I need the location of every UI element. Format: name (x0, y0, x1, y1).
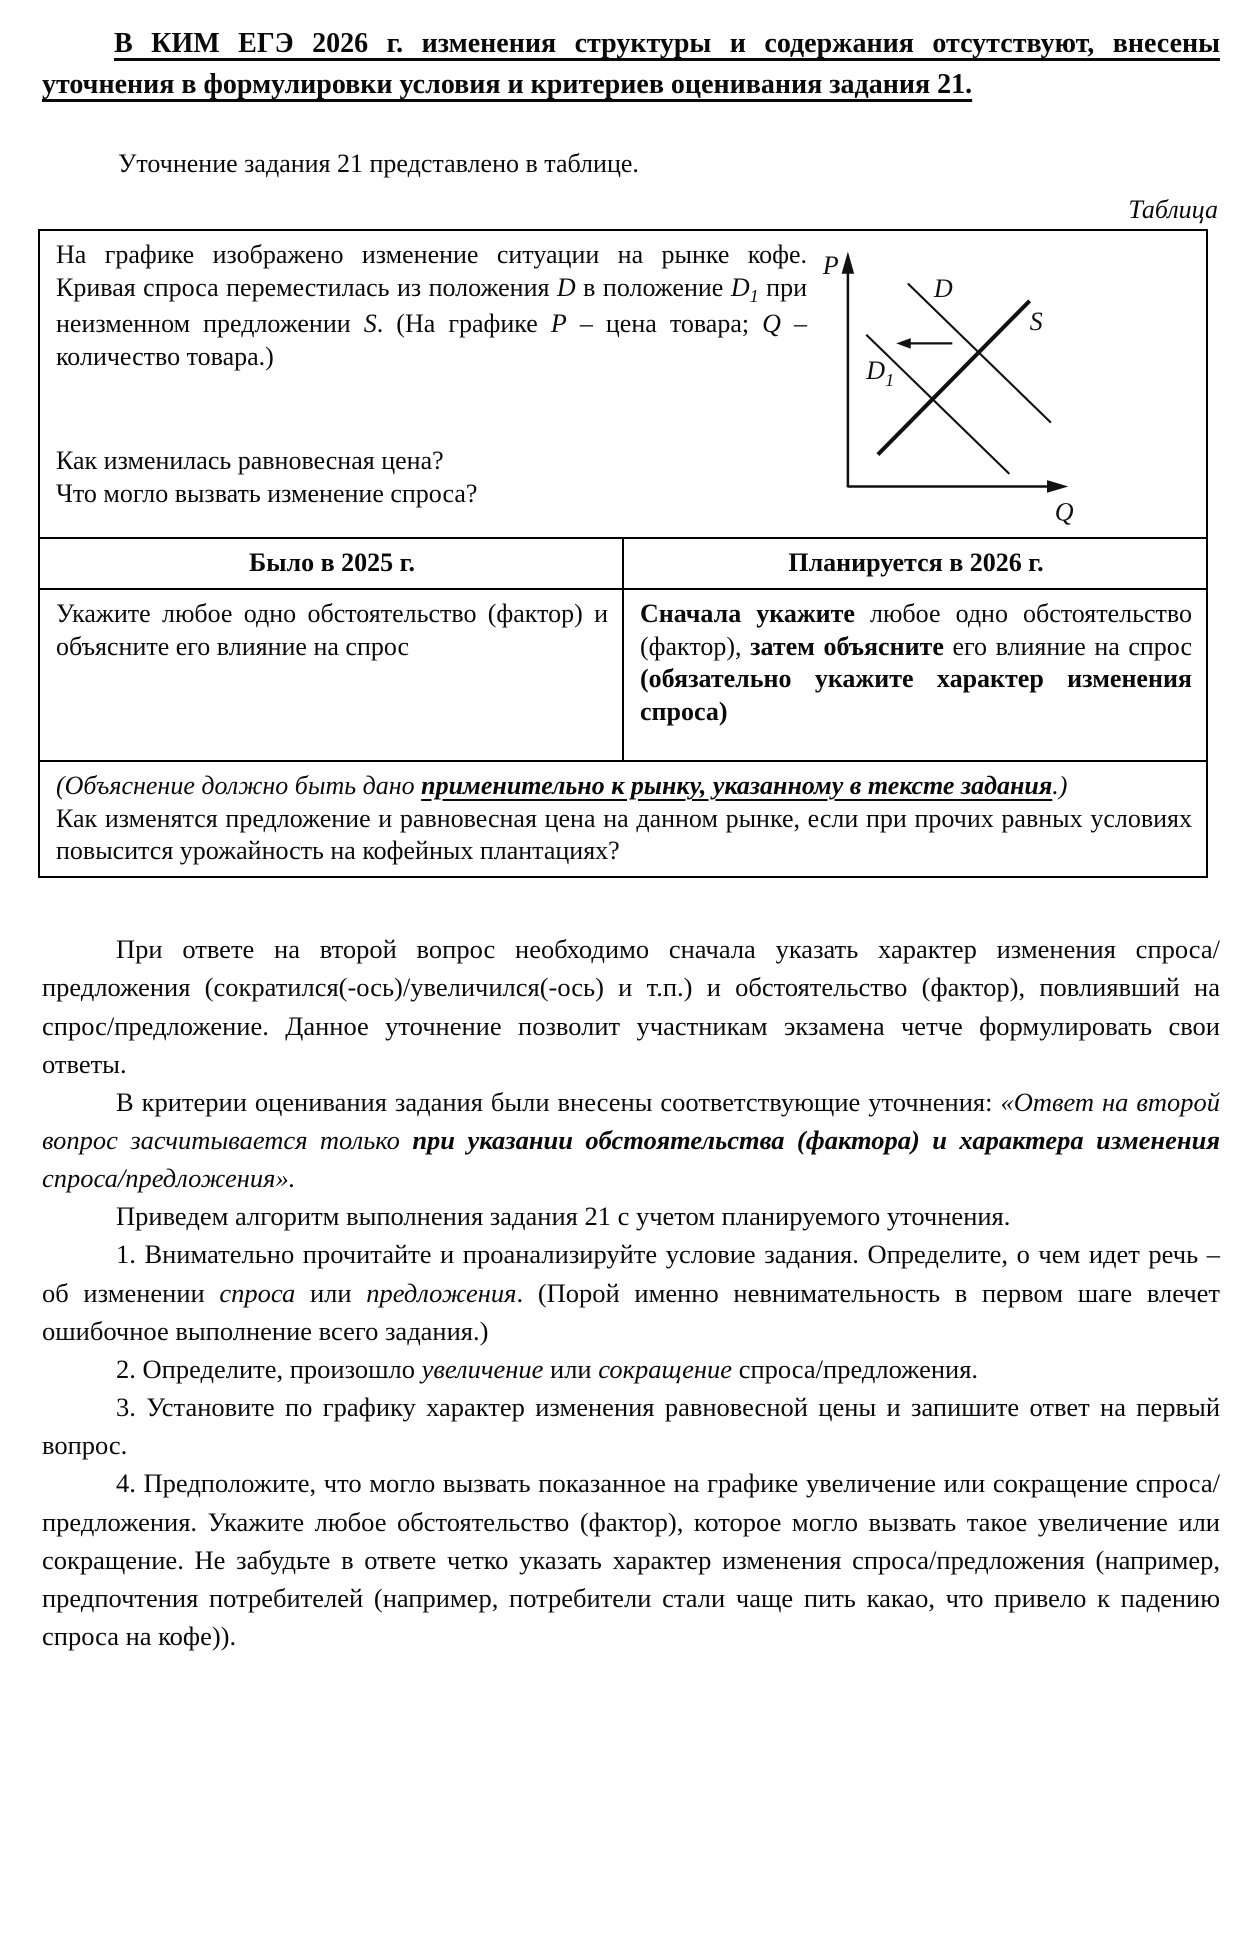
column-header-2025: Было в 2025 г. (39, 538, 623, 589)
price-axis-arrowhead-icon (842, 252, 855, 274)
paragraph-step-3: 3. Установите по графику характер изменения равновесной цены и запишите ответ на первый вопрос. (42, 1392, 1220, 1461)
note-question: Как изменятся предложение и равновесная цена на данном рынке, если при прочих равных условиях повысится урожайность на кофейных плантациях? (56, 803, 1192, 866)
condition-text: – количество товара.) (56, 309, 807, 371)
question-demand: Что могло вызвать изменение спроса? (56, 479, 478, 509)
table-caption: Таблица (1128, 195, 1218, 225)
paragraph-2 (42, 1083, 1220, 1197)
demand-label: D (933, 274, 953, 304)
var-D1-base: D (730, 272, 750, 302)
condition-text: – цена товара; (566, 309, 763, 339)
condition-text: в положение (575, 272, 731, 302)
paragraph-step-4: 4. Предположите, что могло вызвать показанное на графике увеличение или сокращение спроса/предложения. Укажите любое обстоятельство (фактор), которое могло вызвать такое увеличение или сокращение. Не забудьте в ответе четко указать характер изменения спроса/предложения (например, предпочтения потребителей (например, потребители стали чаще пить какао, что привело к падению спроса на кофе)). (42, 1468, 1220, 1651)
step-2-italic: сокращение (598, 1353, 733, 1384)
step-1-italic: предложения (366, 1277, 517, 1308)
condition-text-block (56, 239, 807, 511)
wording-2026-bold: Сначала укажите (640, 598, 855, 628)
table-row-wording (39, 589, 1207, 761)
step-1-text: 1. Внимательно прочитайте и проанализируйте условие задания. Определите, о чем идет речь – об изменении (42, 1239, 1220, 1308)
question-price: Как изменилась равновесная цена? (56, 445, 444, 475)
shift-left-arrowhead-icon (896, 338, 911, 349)
demand-curve-shifted (866, 335, 1009, 474)
note-italic-text: .) (1052, 770, 1068, 800)
quantity-axis-label: Q (1054, 497, 1074, 527)
column-header-2026: Планируется в 2026 г. (623, 538, 1207, 589)
wording-2025-cell: Укажите любое одно обстоятельство (фактор) и объясните его влияние на спрос (39, 589, 623, 761)
var-S: S (363, 309, 377, 339)
body-text (42, 930, 1220, 1655)
paragraph-2-italic: спроса/предложения». (42, 1163, 296, 1194)
demand-shifted-label (865, 356, 894, 390)
paragraph-2-bold-italic: при указании обстоятельства (фактора) и характера изменения (412, 1124, 1220, 1155)
paragraph-2-italic: «Ответ на второй вопрос засчитывается только (42, 1086, 1220, 1155)
wording-2026-bold: (обязательно укажите характер изменения спроса) (640, 664, 1192, 727)
note-paragraph (56, 770, 1192, 803)
var-Q: Q (762, 309, 781, 339)
paragraph-3: Приведем алгоритм выполнения задания 21 с учетом планируемого уточнения. (116, 1201, 1011, 1232)
paragraph-2-text: В критерии оценивания задания были внесены соответствующие уточнения: (116, 1086, 1001, 1117)
wording-2026-text: любое одно обстоятельство (фактор), (640, 598, 1192, 661)
demand-shifted-label-sub: 1 (885, 370, 895, 391)
step-2-italic: увеличение (421, 1353, 544, 1384)
price-axis-label: P (822, 250, 839, 280)
wording-2026-text: его влияние на спрос (943, 631, 1192, 661)
condition-cell (39, 230, 1207, 538)
supply-label: S (1029, 307, 1043, 337)
var-D1-sub: 1 (749, 286, 759, 307)
step-2-text: 2. Определите, произошло (116, 1353, 422, 1384)
table-row-condition (39, 230, 1207, 538)
table-row-note (39, 761, 1207, 877)
condition-text: На графике изображено изменение ситуации на рынке кофе. Кривая спроса переместилась из положения (56, 240, 807, 302)
document-title: В КИМ ЕГЭ 2026 г. изменения структуры и содержания отсутствуют, внесены уточнения в формулировки условия и критериев оценивания задания 21. (42, 28, 1220, 100)
step-2-text: или (543, 1353, 599, 1384)
step-1-text: . (Порой именно невнимательность в первом шаге влечет ошибочное выполнение всего задания.) (42, 1277, 1220, 1346)
note-bold-underline-text: применительно к рынку, указанному в тексте задания (421, 770, 1053, 800)
condition-text: при неизменном предложении (56, 272, 807, 339)
supply-curve (878, 301, 1030, 455)
step-1-italic: спроса (219, 1277, 296, 1308)
table-row-headers (39, 538, 1207, 589)
condition-questions (56, 430, 807, 512)
supply-demand-graph (811, 239, 1111, 529)
quantity-axis-arrowhead-icon (1047, 480, 1068, 493)
var-P: P (550, 309, 567, 339)
graph-container (807, 239, 1192, 529)
step-2-text: спроса/предложения. (732, 1353, 979, 1384)
paragraph-1: При ответе на второй вопрос необходимо сначала указать характер изменения спроса/предложения (сократился(-ось)/увеличился(-ось) и т.п.) и обстоятельство (фактор), повлиявший на спрос/предложение. Данное уточнение позволит участникам экзамена четче формулировать свои ответы. (42, 934, 1220, 1079)
note-cell (39, 761, 1207, 877)
note-italic-text: (Объяснение должно быть дано (56, 770, 422, 800)
paragraph-step-2 (42, 1350, 1220, 1388)
var-D1 (730, 272, 759, 307)
demand-shifted-label-base: D (866, 356, 886, 386)
step-1-text: или (295, 1277, 367, 1308)
task-comparison-table (38, 229, 1208, 878)
intro-paragraph: Уточнение задания 21 представлено в таблице. (118, 149, 639, 179)
condition-text: . (На графике (376, 309, 551, 339)
condition-paragraph (56, 239, 807, 373)
var-D: D (556, 272, 576, 302)
wording-2026-cell (623, 589, 1207, 761)
paragraph-step-1 (42, 1235, 1220, 1349)
wording-2026-bold: затем объясните (750, 631, 944, 661)
